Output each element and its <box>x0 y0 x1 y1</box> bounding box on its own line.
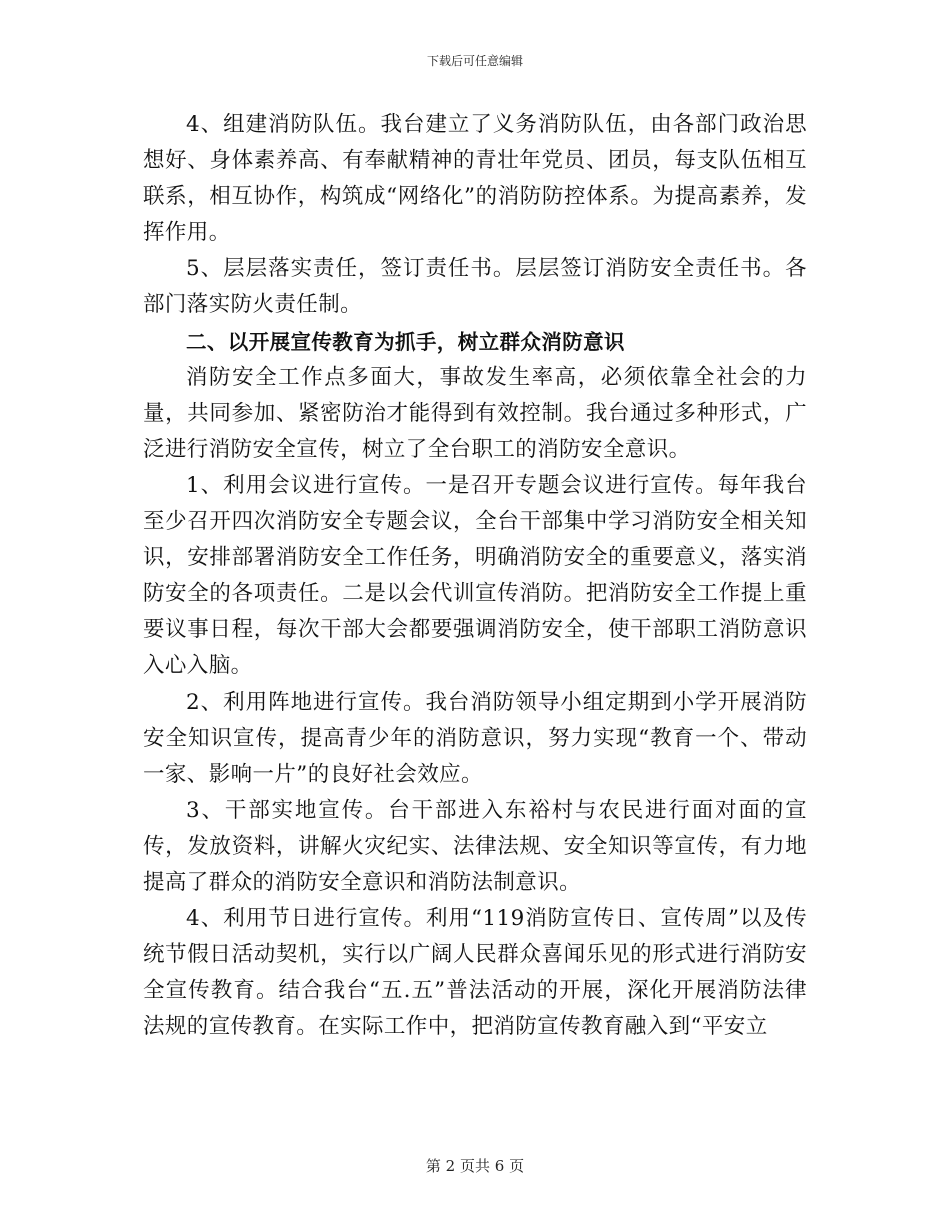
page-header: 下载后可任意编辑 <box>426 54 523 68</box>
paragraph-intro: 消防安全工作点多面大，事故发生率高，必须依靠全社会的力量，共同参加、紧密防治才能得到有效控制。我台通过多种形式，广泛进行消防安全宣传，树立了全台职工的消防安全意识。 <box>143 364 807 462</box>
paragraph-organize-fire-team: 4、组建消防队伍。我台建立了义务消防队伍，由各部门政治思想好、身体素养高、有奉献精神的青壮年党员、团员，每支队伍相互联系，相互协作，构筑成“网络化”的消防防控体系。为提高素养，发挥作用。 <box>143 112 807 246</box>
paragraph-meetings: 1、利用会议进行宣传。一是召开专题会议进行宣传。每年我台至少召开四次消防安全专题会议，全台干部集中学习消防安全相关知识，安排部署消防安全工作任务，明确消防安全的重要意义，落实消防安全的各项责任。二是以会代训宣传消防。把消防安全工作提上重要议事日程，每次干部大会都要强调消防安全，使干部职工消防意识入心入脑。 <box>143 472 807 679</box>
paragraph-holidays: 4、利用节日进行宣传。利用“119消防宣传日、宣传周”以及传统节假日活动契机，实行以广阔人民群众喜闻乐见的形式进行消防安全宣传教育。结合我台“五.五”普法活动的开展，深化开展消防法律法规的宣传教育。在实际工作中，把消防宣传教育融入到“平安立 <box>143 906 807 1040</box>
paragraph-responsibility: 5、层层落实责任，签订责任书。层层签订消防安全责任书。各部门落实防火责任制。 <box>143 256 807 318</box>
paragraph-venues: 2、利用阵地进行宣传。我台消防领导小组定期到小学开展消防安全知识宣传，提高青少年的消防意识，努力实现“教育一个、带动一家、影响一片”的良好社会效应。 <box>143 689 807 787</box>
document-body <box>143 107 807 1045</box>
paragraph-field-publicity: 3、干部实地宣传。台干部进入东裕村与农民进行面对面的宣传，发放资料，讲解火灾纪实、法律法规、安全知识等宣传，有力地提高了群众的消防安全意识和消防法制意识。 <box>143 797 807 895</box>
page-number: 第 2 页共 6 页 <box>425 1157 525 1175</box>
section-heading: 二、以开展宣传教育为抓手，树立群众消防意识 <box>186 329 625 354</box>
